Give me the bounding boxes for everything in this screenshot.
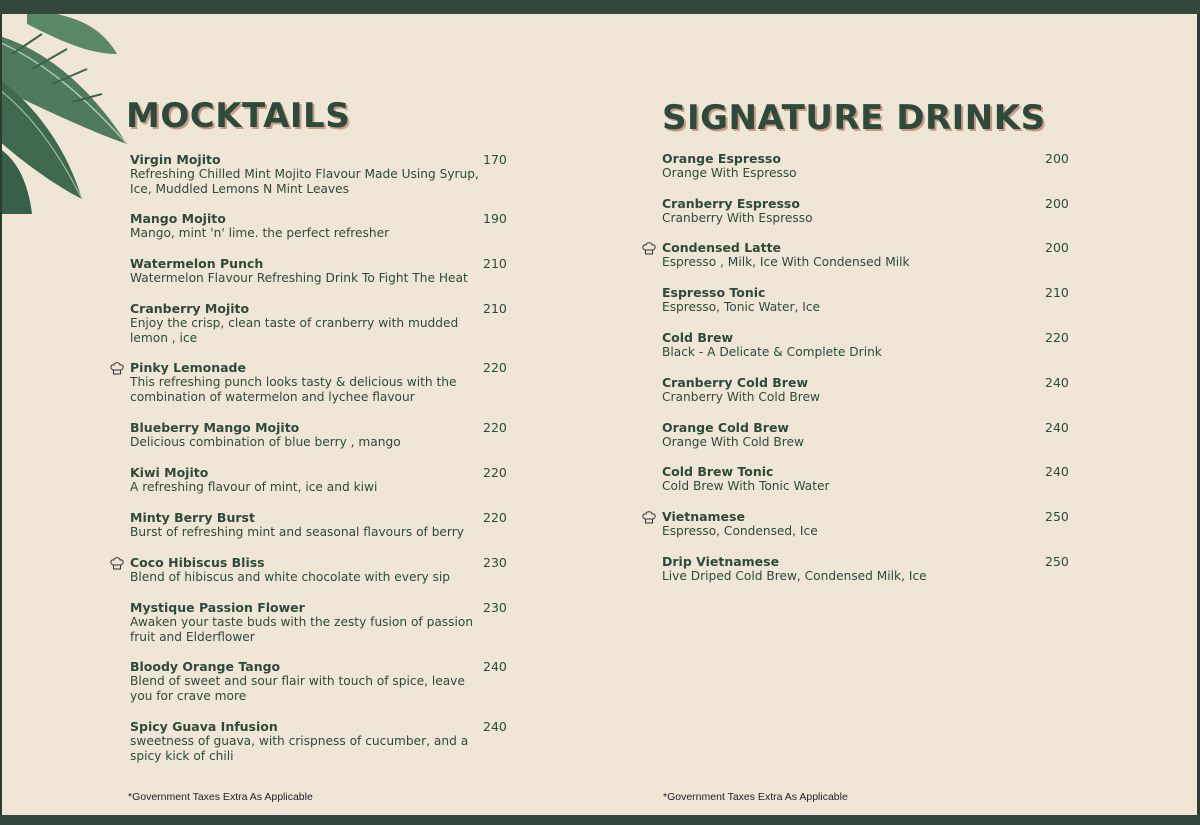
item-description: This refreshing punch looks tasty & delicious with the combination of watermelon and lychee flavour bbox=[130, 375, 457, 404]
item-price: 200 bbox=[1045, 240, 1069, 255]
list-item bbox=[662, 151, 1142, 181]
item-name: Coco Hibiscus Bliss bbox=[130, 555, 265, 570]
item-description: Blend of sweet and sour flair with touch of spice, leave you for crave more bbox=[130, 674, 465, 703]
item-price: 210 bbox=[1045, 285, 1069, 300]
item-name: Cold Brew bbox=[662, 330, 734, 345]
item-description: Espresso, Tonic Water, Ice bbox=[662, 300, 821, 314]
item-name: Mystique Passion Flower bbox=[130, 600, 305, 615]
item-description: Enjoy the crisp, clean taste of cranberry with mudded lemon , ice bbox=[130, 316, 459, 345]
item-description: A refreshing flavour of mint, ice and kiwi bbox=[130, 480, 378, 494]
item-price: 240 bbox=[1045, 375, 1069, 390]
item-description: Delicious combination of blue berry , mango bbox=[130, 435, 401, 449]
item-name: Watermelon Punch bbox=[130, 256, 264, 271]
list-item bbox=[130, 301, 610, 346]
item-name: Drip Vietnamese bbox=[662, 554, 780, 569]
list-item bbox=[662, 330, 1142, 360]
item-name: Virgin Mojito bbox=[130, 152, 221, 167]
list-item bbox=[662, 375, 1142, 405]
item-price: 210 bbox=[483, 301, 507, 316]
item-name: Cranberry Cold Brew bbox=[662, 375, 808, 390]
item-price: 240 bbox=[1045, 420, 1069, 435]
item-price: 250 bbox=[1045, 509, 1069, 524]
list-item bbox=[130, 510, 610, 540]
item-name: Cold Brew Tonic bbox=[662, 464, 774, 479]
tax-note: *Government Taxes Extra As Applicable bbox=[663, 791, 848, 803]
item-description: Black - A Delicate & Complete Drink bbox=[662, 345, 882, 359]
item-description: Refreshing Chilled Mint Mojito Flavour Made Using Syrup, Ice, Muddled Lemons N Mint Leaves bbox=[130, 167, 479, 196]
list-item bbox=[130, 360, 610, 405]
item-name: Mango Mojito bbox=[130, 211, 226, 226]
item-price: 170 bbox=[483, 152, 507, 167]
list-item bbox=[662, 196, 1142, 226]
item-name: Blueberry Mango Mojito bbox=[130, 420, 300, 435]
chef-hat-icon bbox=[641, 509, 657, 525]
item-description: Burst of refreshing mint and seasonal flavours of berry bbox=[130, 525, 464, 539]
item-description: sweetness of guava, with crispness of cucumber, and a spicy kick of chili bbox=[130, 734, 469, 763]
item-price: 220 bbox=[483, 420, 507, 435]
item-name: Vietnamese bbox=[662, 509, 745, 524]
item-description: Watermelon Flavour Refreshing Drink To Fight The Heat bbox=[130, 271, 468, 285]
item-name: Spicy Guava Infusion bbox=[130, 719, 278, 734]
item-description: Orange With Cold Brew bbox=[662, 435, 804, 449]
item-name: Orange Espresso bbox=[662, 151, 781, 166]
list-item bbox=[130, 256, 610, 286]
item-price: 220 bbox=[483, 510, 507, 525]
item-name: Minty Berry Burst bbox=[130, 510, 255, 525]
item-description: Espresso, Condensed, Ice bbox=[662, 524, 818, 538]
item-name: Espresso Tonic bbox=[662, 285, 766, 300]
signature-drinks-title: SIGNATURE DRINKS bbox=[662, 98, 1046, 138]
list-item bbox=[130, 719, 610, 764]
list-item bbox=[662, 240, 1142, 270]
item-name: Kiwi Mojito bbox=[130, 465, 209, 480]
item-description: Blend of hibiscus and white chocolate with every sip bbox=[130, 570, 451, 584]
item-description: Espresso , Milk, Ice With Condensed Milk bbox=[662, 255, 910, 269]
list-item bbox=[662, 420, 1142, 450]
item-description: Cold Brew With Tonic Water bbox=[662, 479, 830, 493]
list-item bbox=[130, 659, 610, 704]
item-price: 200 bbox=[1045, 151, 1069, 166]
list-item bbox=[130, 152, 610, 197]
item-price: 240 bbox=[483, 659, 507, 674]
list-item bbox=[130, 555, 610, 585]
item-description: Awaken your taste buds with the zesty fusion of passion fruit and Elderflower bbox=[130, 615, 474, 644]
mocktails-title: MOCKTAILS bbox=[126, 96, 351, 136]
item-price: 200 bbox=[1045, 196, 1069, 211]
item-description: Mango, mint 'n' lime. the perfect refresher bbox=[130, 226, 390, 240]
list-item bbox=[662, 285, 1142, 315]
list-item bbox=[662, 464, 1142, 494]
item-description: Cranberry With Espresso bbox=[662, 211, 813, 225]
menu-page bbox=[2, 14, 1197, 815]
item-price: 230 bbox=[483, 555, 507, 570]
item-price: 220 bbox=[1045, 330, 1069, 345]
item-name: Cranberry Mojito bbox=[130, 301, 250, 316]
item-name: Cranberry Espresso bbox=[662, 196, 800, 211]
bottom-frame-bar bbox=[0, 815, 1200, 825]
top-frame-bar bbox=[0, 0, 1200, 14]
list-item bbox=[130, 211, 610, 241]
item-description: Orange With Espresso bbox=[662, 166, 797, 180]
item-price: 240 bbox=[483, 719, 507, 734]
item-price: 220 bbox=[483, 360, 507, 375]
item-description: Live Driped Cold Brew, Condensed Milk, Ice bbox=[662, 569, 927, 583]
list-item bbox=[130, 600, 610, 645]
chef-hat-icon bbox=[109, 360, 125, 376]
chef-hat-icon bbox=[641, 240, 657, 256]
tax-note: *Government Taxes Extra As Applicable bbox=[128, 791, 313, 803]
list-item bbox=[662, 509, 1142, 539]
item-name: Orange Cold Brew bbox=[662, 420, 789, 435]
tropical-leaf-decoration bbox=[2, 14, 142, 214]
list-item bbox=[130, 420, 610, 450]
item-name: Pinky Lemonade bbox=[130, 360, 246, 375]
chef-hat-icon bbox=[109, 555, 125, 571]
item-price: 220 bbox=[483, 465, 507, 480]
item-description: Cranberry With Cold Brew bbox=[662, 390, 820, 404]
item-name: Condensed Latte bbox=[662, 240, 782, 255]
list-item bbox=[662, 554, 1142, 584]
item-price: 210 bbox=[483, 256, 507, 271]
list-item bbox=[130, 465, 610, 495]
item-price: 190 bbox=[483, 211, 507, 226]
item-name: Bloody Orange Tango bbox=[130, 659, 281, 674]
item-price: 250 bbox=[1045, 554, 1069, 569]
item-price: 240 bbox=[1045, 464, 1069, 479]
item-price: 230 bbox=[483, 600, 507, 615]
